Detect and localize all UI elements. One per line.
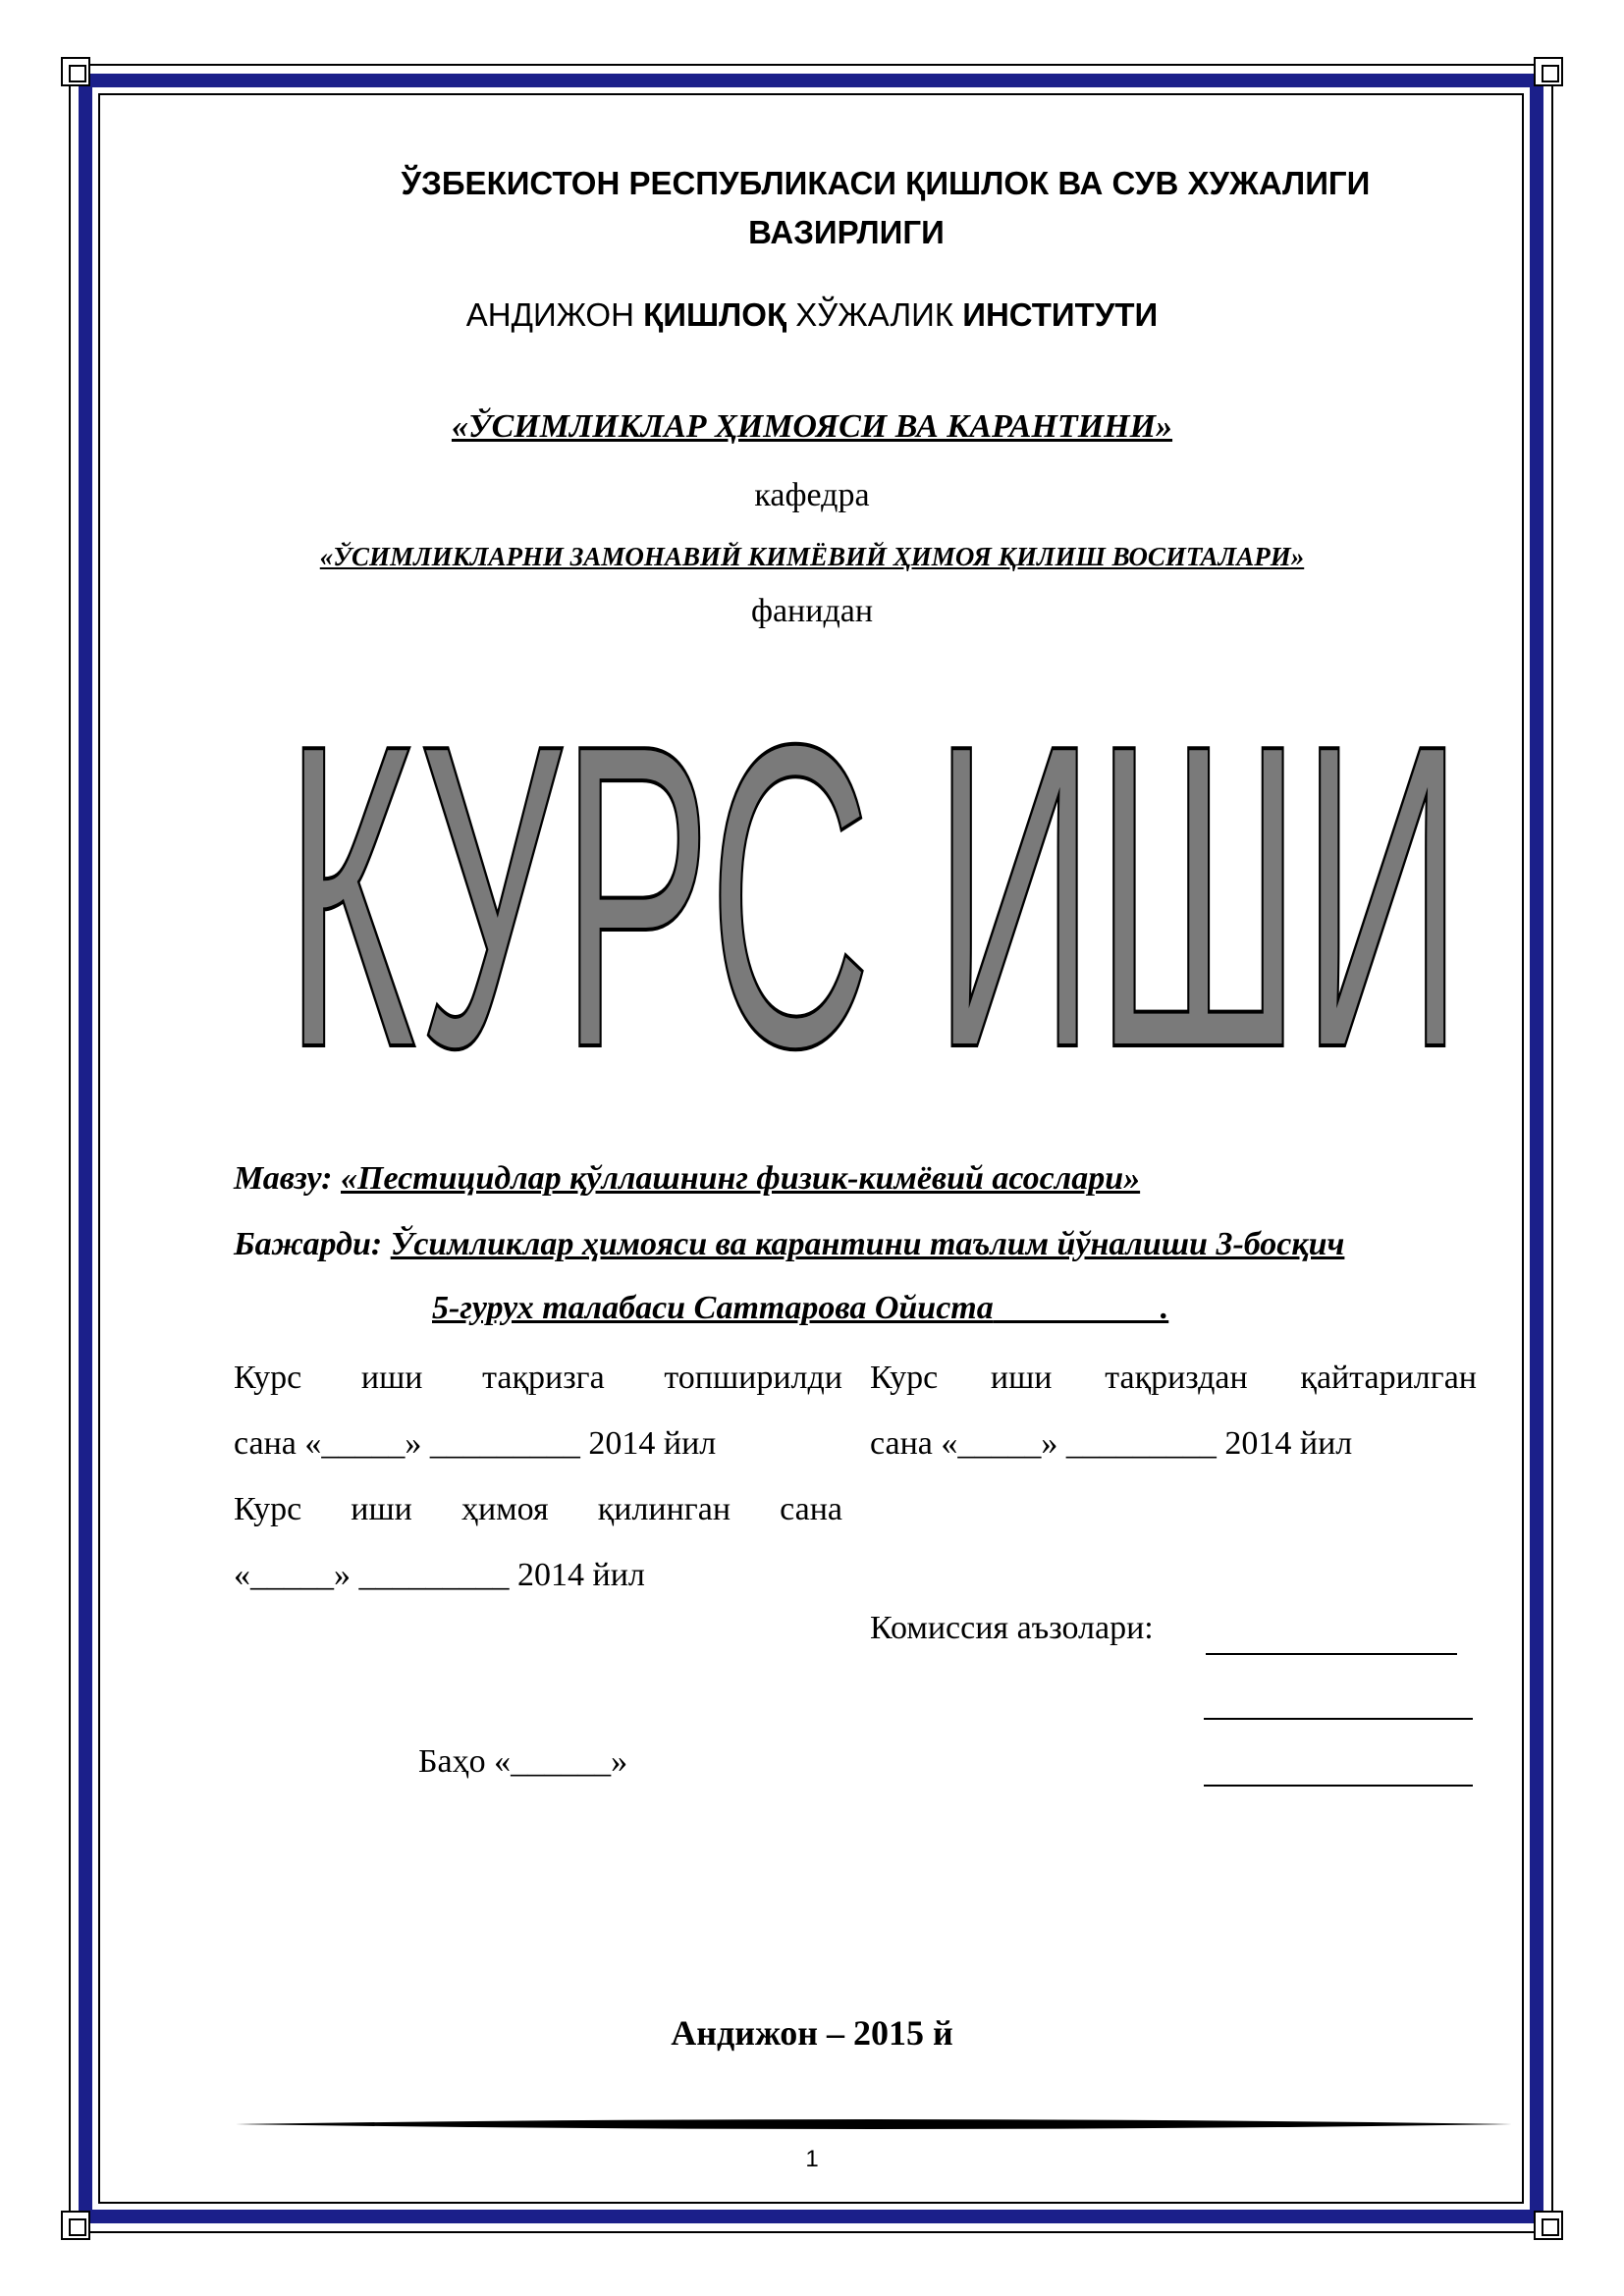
review-left-column	[234, 1345, 842, 1608]
review-submitted-line-2: сана «_____» _________ 2014 йил	[234, 1425, 717, 1462]
corner-ornament-bottom-left	[61, 2211, 90, 2240]
grade-label: Баҳо «______»	[418, 1743, 628, 1780]
commission-signature-line-1	[1206, 1653, 1457, 1655]
corner-ornament-top-left	[61, 57, 90, 86]
topic-value: «Пестицидлар қўллашнинг физик-кимёвий асослари»	[341, 1160, 1141, 1197]
performer-line-1: Ўсимликлар ҳимояси ва карантини таълим йўналиши 3-босқич	[390, 1226, 1345, 1262]
ministry-heading	[0, 159, 1624, 257]
ministry-line-2: ВАЗИРЛИГИ	[748, 214, 945, 250]
institute-part-4: ИНСТИТУТИ	[962, 296, 1159, 333]
review-returned-line-1: Курс иши тақриздан қайтарилган	[870, 1360, 1477, 1396]
city-year: Андижон – 2015 й	[671, 2013, 953, 2053]
subject-name: «ЎСИМЛИКЛАРНИ ЗАМОНАВИЙ КИМЁВИЙ ҲИМОЯ ҚИЛИШ ВОСИТАЛАРИ»	[319, 542, 1305, 571]
commission-label: Комиссия аъзолари:	[870, 1610, 1154, 1646]
defended-line-2: «_____» _________ 2014 йил	[234, 1557, 645, 1593]
department-name: «ЎСИМЛИКЛАР ҲИМОЯСИ ВА КАРАНТИНИ»	[451, 408, 1173, 445]
ministry-line-1: ЎЗБЕКИСТОН РЕСПУБЛИКАСИ ҚИШЛОК ВА СУВ ХУЖАЛИГИ	[401, 165, 1371, 201]
corner-ornament-bottom-right	[1534, 2211, 1563, 2240]
institute-part-3: ХЎЖАЛИК	[786, 296, 963, 333]
commission-signature-line-3	[1204, 1785, 1473, 1787]
topic-label: Мавзу:	[234, 1160, 333, 1197]
review-submitted-line-1: Курс иши тақризга топширилди	[234, 1360, 842, 1396]
performer-line-2-tail: .	[993, 1290, 1169, 1326]
footer-divider	[236, 2118, 1512, 2130]
performer-line-2: 5-гурух талабаси Саттарова Ойиста	[432, 1290, 994, 1326]
review-returned-line-2: сана «_____» _________ 2014 йил	[870, 1425, 1353, 1462]
kafedra-label: кафедра	[754, 477, 870, 513]
commission-signature-line-2	[1204, 1718, 1473, 1720]
fanidan-label: фанидан	[750, 593, 874, 629]
review-right-column	[870, 1345, 1477, 1476]
performer-label: Бажарди:	[234, 1226, 383, 1262]
performer-row-2	[432, 1290, 1168, 1327]
topic-row	[234, 1160, 1140, 1198]
big-title-text: КУРС ИШИ	[285, 707, 1463, 1070]
page-number: 1	[805, 2146, 819, 2172]
corner-ornament-top-right	[1534, 57, 1563, 86]
performer-row	[234, 1226, 1344, 1263]
defended-line-1: Курс иши ҳимоя қилинган сана	[234, 1491, 842, 1527]
institute-name	[0, 296, 1624, 334]
institute-part-1: АНДИЖОН	[465, 296, 644, 333]
big-title	[265, 707, 1483, 1070]
institute-part-2: ҚИШЛОҚ	[643, 296, 787, 333]
